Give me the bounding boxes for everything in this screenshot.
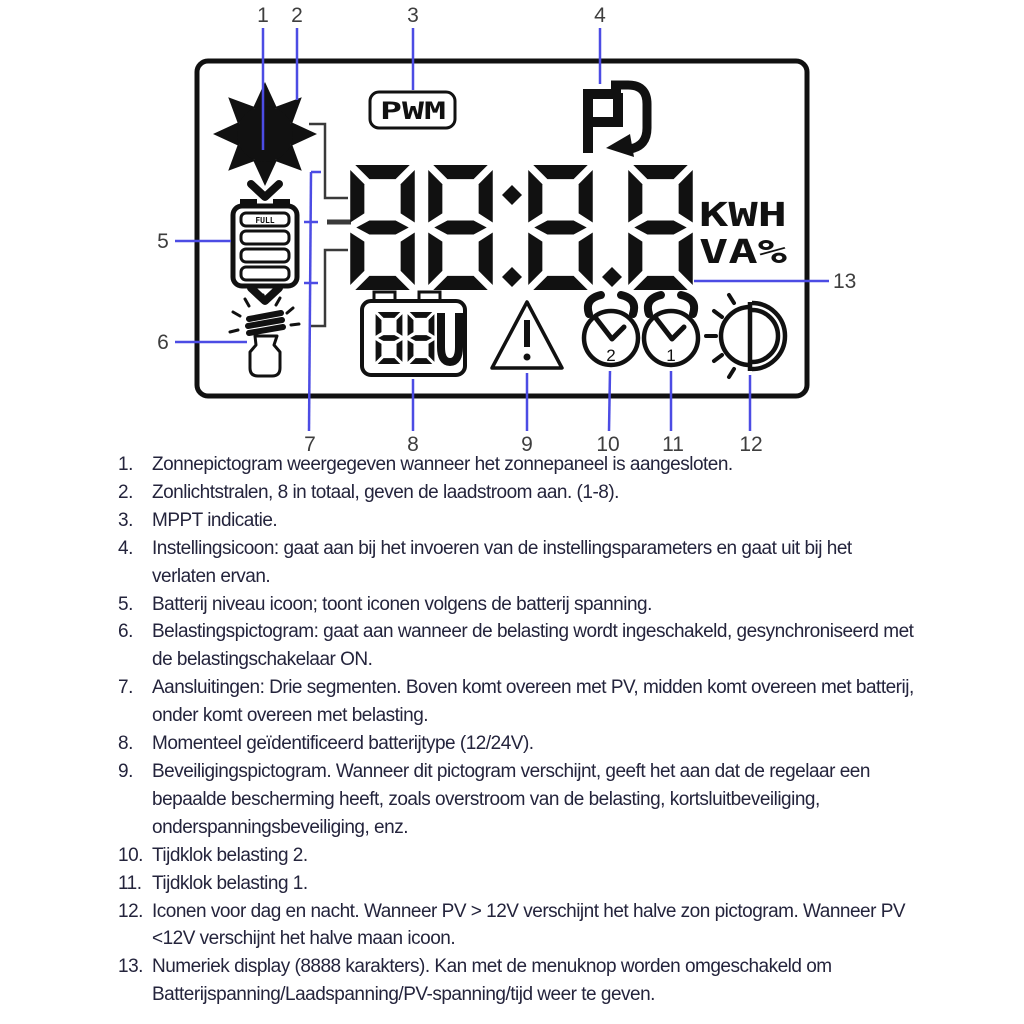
legend-item-number: 2. <box>118 481 133 503</box>
legend-item-text: Zonnepictogram weergegeven wanneer het zonnepaneel is aangesloten. <box>152 454 733 475</box>
callout-line-10 <box>609 371 610 431</box>
legend-item-text: Batterij niveau icoon; toont iconen volgens de batterij spanning. <box>152 593 652 615</box>
legend-item-text: Zonlichtstralen, 8 in totaal, geven de laadstroom aan. (1-8). <box>152 481 619 503</box>
legend-item-number: 9. <box>118 760 133 782</box>
legend-item-number: 5. <box>118 593 133 615</box>
sun-icon <box>213 82 317 186</box>
callout-number-4: 4 <box>594 4 606 27</box>
legend-item-number: 11. <box>118 872 142 894</box>
legend-item-number: 10. <box>118 844 143 866</box>
callout-number-6: 6 <box>157 331 169 354</box>
legend-item-text: Beveiligingspictogram. Wanneer dit pictogram verschijnt, geeft het aan dat de regelaar een bepaalde bescherming heeft, zoals overstroom van de belasting, kortsluitbeveiliging, onderspanningsbeveiliging, enz. <box>152 760 870 838</box>
legend-item <box>118 535 916 591</box>
pwm-label: PWM <box>380 97 446 125</box>
legend-item <box>118 898 916 954</box>
callout-number-12: 12 <box>739 433 763 455</box>
legend-item-text: Tijdklok belasting 2. <box>152 844 308 866</box>
legend-item <box>118 507 916 535</box>
legend-item-text: Tijdklok belasting 1. <box>152 872 308 894</box>
legend-item <box>118 591 916 619</box>
legend-item-number: 3. <box>118 509 133 531</box>
legend-item-number: 6. <box>118 621 133 643</box>
callout-number-7: 7 <box>304 433 316 455</box>
legend-list <box>118 451 916 1009</box>
legend-item-text: MPPT indicatie. <box>152 509 278 531</box>
callout-number-9: 9 <box>521 433 533 455</box>
callout-number-2: 2 <box>291 4 303 27</box>
legend-item-text: Numeriek display (8888 karakters). Kan met de menuknop worden omgeschakeld om Batterijspanning/Laadspanning/PV-spanning/tijd weer te geven. <box>152 956 832 1006</box>
battery-level-icon <box>233 199 297 286</box>
callout-number-10: 10 <box>596 433 620 455</box>
legend-item <box>118 618 916 674</box>
legend-item <box>118 870 916 898</box>
legend-item-text: Momenteel geïdentificeerd batterijtype (12/24V). <box>152 733 534 755</box>
callout-number-5: 5 <box>157 230 169 253</box>
lcd-diagram <box>0 0 1024 455</box>
unit-va-percent-label: VA% <box>699 232 788 271</box>
unit-kwh-label: KWH <box>699 195 787 234</box>
callout-number-3: 3 <box>407 4 419 27</box>
legend-item <box>118 674 916 730</box>
legend-item-number: 8. <box>118 733 133 755</box>
legend-item-number: 1. <box>118 454 133 475</box>
timer1-label: 1 <box>666 346 676 365</box>
legend-item-number: 4. <box>118 537 133 559</box>
legend-item-number: 12. <box>118 900 143 922</box>
legend-item <box>118 842 916 870</box>
legend-item-text: Instellingsicoon: gaat aan bij het invoeren van de instellingsparameters en gaat uit bij het verlaten ervan. <box>152 537 852 587</box>
callout-number-1: 1 <box>257 4 269 27</box>
legend-item <box>118 479 916 507</box>
battery-full-label: FULL <box>255 216 275 225</box>
battery-type-badge <box>362 292 465 375</box>
legend-item-text: Belastingspictogram: gaat aan wanneer de belasting wordt ingeschakeld, gesynchroniseerd met de belastingschakelaar ON. <box>152 621 914 671</box>
callout-number-13: 13 <box>833 270 857 293</box>
legend-item-number: 13. <box>118 956 143 978</box>
pwm-badge <box>370 92 455 128</box>
callout-number-8: 8 <box>407 433 419 455</box>
legend-item <box>118 953 916 1009</box>
timer2-label: 2 <box>606 346 616 365</box>
legend-item-text: Aansluitingen: Drie segmenten. Boven komt overeen met PV, midden komt overeen met batterij, onder komt overeen met belasting. <box>152 677 914 727</box>
legend-item-text: Iconen voor dag en nacht. Wanneer PV > 12V verschijnt het halve zon pictogram. Wanneer PV <12V verschijnt het halve maan icoon. <box>152 900 906 950</box>
legend-item <box>118 451 916 479</box>
legend-item-number: 7. <box>118 677 133 699</box>
legend-item <box>118 758 916 842</box>
legend-item <box>118 730 916 758</box>
callout-number-11: 11 <box>662 433 684 455</box>
